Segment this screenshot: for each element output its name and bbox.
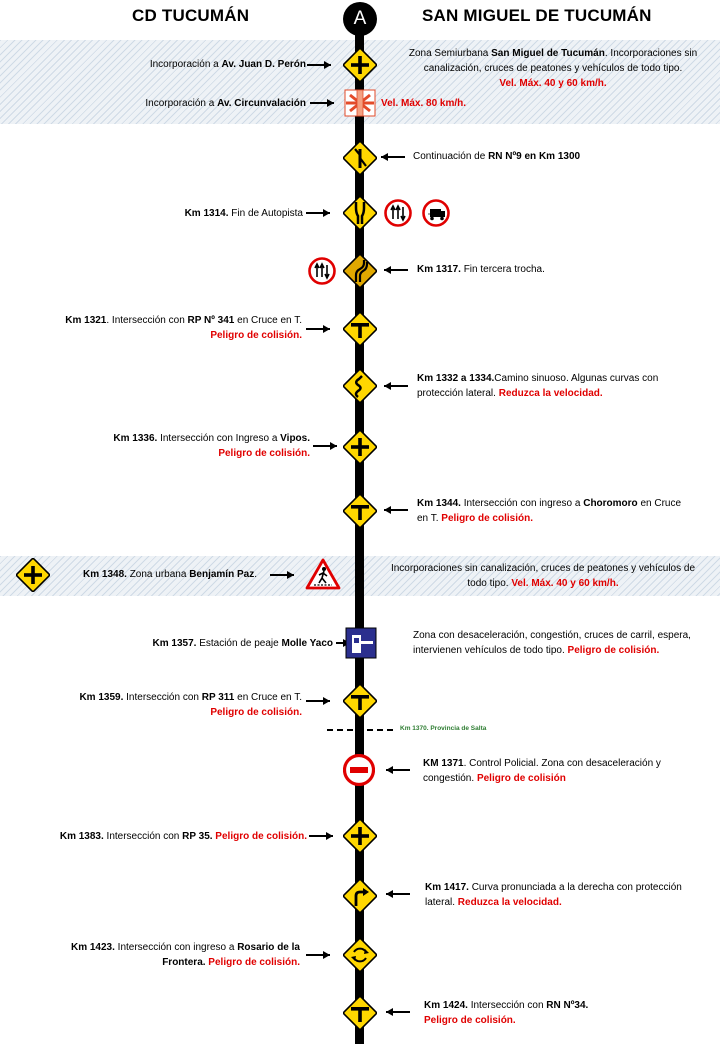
label-peron: Incorporación a Av. Juan D. Perón — [149, 59, 306, 70]
merge-sign — [343, 141, 377, 175]
right-arrow — [306, 208, 334, 218]
right-arrow — [306, 950, 334, 960]
right-arrow — [309, 831, 337, 841]
label-km1423: Km 1423. Intersección con ingreso a Rosario de la Frontera. Peligro de colisión. — [70, 942, 300, 968]
right-arrow — [310, 98, 338, 108]
label-km1357: Km 1357. Estación de peaje Molle Yaco — [152, 638, 333, 649]
left-arrow — [386, 889, 414, 899]
winding-road-sign — [343, 369, 377, 403]
label-km1314: Km 1314. Fin de Autopista — [184, 208, 303, 219]
right-curve-sign — [343, 879, 377, 913]
label-circunvalacion: Incorporación a Av. Circunvalación — [145, 98, 306, 109]
no-entry-sign — [343, 754, 375, 786]
right-arrow — [313, 441, 341, 451]
semiurban-zone-description: Zona Semiurbana San Miguel de Tucumán. Incorporaciones sin canalización, cruces de peatones y vehículos de todo tipo. Vel. Máx. 40 y 60 km/h. — [408, 48, 698, 89]
left-arrow — [381, 152, 409, 162]
left-arrow — [384, 381, 412, 391]
right-arrow — [270, 570, 298, 580]
road-narrows-sign — [343, 196, 377, 230]
pedestrian-crossing-sign — [305, 558, 341, 590]
t-junction-sign — [343, 996, 377, 1030]
label-km1348: Km 1348. Zona urbana Benjamín Paz. — [83, 569, 257, 580]
no-overtaking-sign — [384, 199, 412, 227]
no-overtaking-sign — [308, 257, 336, 285]
urban-zone-description: Incorporaciones sin canalización, cruces de peatones y vehículos de todo tipo. Vel. Máx. 40 y 60 km/h. — [390, 563, 696, 589]
t-junction-sign — [343, 684, 377, 718]
crossroad-sign — [343, 430, 377, 464]
label-km1383: Km 1383. Intersección con RP 35. Peligro de colisión. — [59, 831, 307, 842]
speed-limit-circunvalacion: Vel. Máx. 80 km/h. — [381, 98, 467, 109]
province-border-label: Km 1370. Provincia de Salta — [400, 725, 487, 732]
right-arrow — [306, 696, 334, 706]
label-km1371: KM 1371. Control Policial. Zona con desaceleración y congestión. Peligro de colisión — [423, 758, 661, 784]
label-km1344: Km 1344. Intersección con ingreso a Choromoro en Cruce en T. Peligro de colisión. — [417, 498, 682, 524]
right-arrow — [306, 324, 334, 334]
label-km1359: Km 1359. Intersección con RP 311 en Cruce en T. Peligro de colisión. — [79, 692, 302, 718]
left-arrow — [386, 1007, 414, 1017]
province-border-line — [327, 729, 393, 731]
roundabout-sign — [343, 938, 377, 972]
right-arrow — [307, 60, 335, 70]
label-rn9: Continuación de RN Nº9 en Km 1300 — [413, 151, 581, 162]
label-km1321: Km 1321. Intersección con RP Nº 341 en Cruce en T. Peligro de colisión. — [65, 315, 302, 341]
double-curve-sign — [343, 254, 377, 288]
left-arrow — [384, 265, 412, 275]
left-arrow — [386, 765, 414, 775]
t-junction-sign — [343, 312, 377, 346]
crossroad-sign — [16, 558, 50, 592]
traffic-light-sign — [342, 88, 378, 118]
no-trucks-sign — [422, 199, 450, 227]
label-km1336: Km 1336. Intersección con Ingreso a Vipos. Peligro de colisión. — [113, 433, 310, 459]
crossroad-sign — [343, 819, 377, 853]
left-arrow — [384, 505, 412, 515]
label-km1424: Km 1424. Intersección con RN Nº34. Peligro de colisión. — [424, 1000, 589, 1026]
route-marker-badge: A — [343, 2, 377, 36]
crossroad-sign — [343, 48, 377, 82]
header-left-title: CD TUCUMÁN — [132, 6, 250, 25]
header-right-title: SAN MIGUEL DE TUCUMÁN — [422, 6, 652, 25]
label-km1332: Km 1332 a 1334.Camino sinuoso. Algunas curvas con protección lateral. Reduzca la velocidad. — [417, 373, 659, 399]
toll-station-sign — [345, 627, 377, 659]
t-junction-sign — [343, 494, 377, 528]
label-km1417: Km 1417. Curva pronunciada a la derecha con protección lateral. Reduzca la velocidad. — [425, 882, 682, 908]
label-km1317: Km 1317. Fin tercera trocha. — [417, 264, 545, 275]
label-peaje-description: Zona con desaceleración, congestión, cruces de carril, espera, intervienen vehículos de todo tipo. Peligro de colisión. — [413, 630, 691, 656]
